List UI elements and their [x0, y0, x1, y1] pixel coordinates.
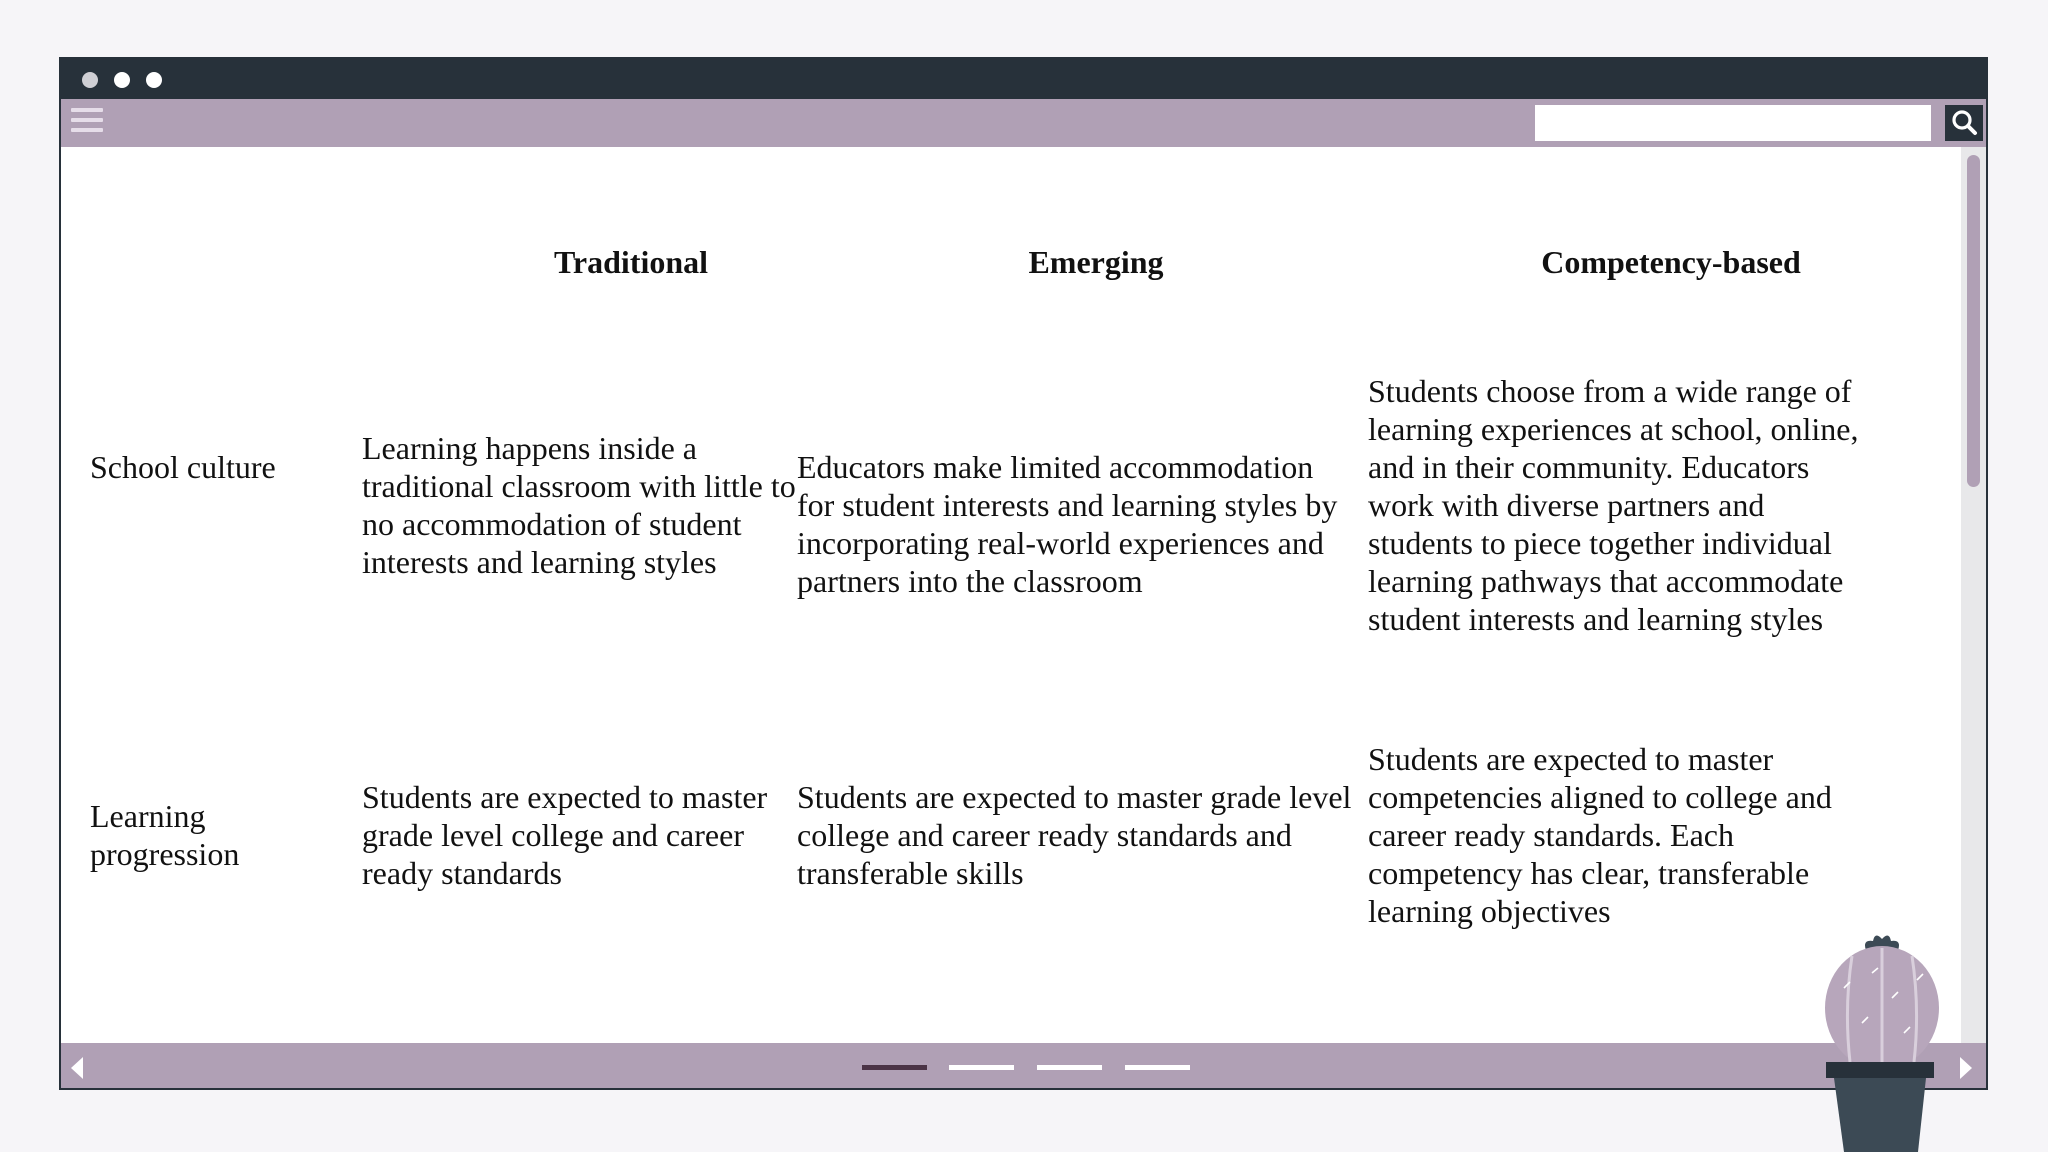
search-input[interactable] [1535, 105, 1931, 141]
search-button[interactable] [1945, 105, 1983, 141]
column-header-competency-based: Competency-based [1541, 244, 1801, 280]
chevron-left-icon[interactable] [71, 1057, 83, 1079]
table-cell: Educators make limited accommodation for student interests and learning styles by incorporating real-world experiences and partners into the classroom [797, 449, 1338, 599]
page-indicator-2[interactable] [949, 1065, 1014, 1070]
table-cell: Students choose from a wide range of learning experiences at school, online, and in their community. Educators work with diverse partners and students to piece together individual learning pathways that accommodate student interests and learning styles [1368, 373, 1859, 637]
window-control-dot[interactable] [146, 72, 162, 88]
toolbar [61, 99, 1986, 147]
column-header-traditional: Traditional [553, 244, 709, 280]
window-control-dot[interactable] [82, 72, 98, 88]
menu-icon[interactable] [71, 108, 103, 138]
search-icon [1945, 105, 1983, 141]
row-label-school-culture: School culture [90, 449, 276, 485]
comparison-table [61, 147, 1961, 1045]
table-cell: Students are expected to master grade level college and career ready standards and transferable skills [797, 779, 1352, 891]
page-indicator-4[interactable] [1125, 1065, 1190, 1070]
window-control-dot[interactable] [114, 72, 130, 88]
row-label-learning-progression: Learning progression [90, 798, 240, 872]
table-cell: Students are expected to master grade level college and career ready standards [362, 779, 768, 891]
window-titlebar [61, 59, 1986, 99]
chevron-right-icon[interactable] [1960, 1057, 1972, 1079]
table-cell: Students are expected to master competencies aligned to college and career ready standards. Each competency has clear, transferable learning objectives [1368, 741, 1832, 929]
scrollbar-thumb[interactable] [1967, 155, 1980, 487]
page-indicator-1[interactable] [862, 1065, 927, 1070]
table-cell: Learning happens inside a traditional classroom with little to no accommodation of student interests and learning styles [362, 430, 796, 580]
column-header-emerging: Emerging [1028, 244, 1164, 280]
page-indicator-3[interactable] [1037, 1065, 1102, 1070]
bottom-navigation-bar [61, 1043, 1986, 1088]
browser-window [59, 57, 1988, 1090]
cactus-plant-icon [1822, 928, 1942, 1152]
vertical-scrollbar[interactable] [1961, 147, 1986, 1045]
